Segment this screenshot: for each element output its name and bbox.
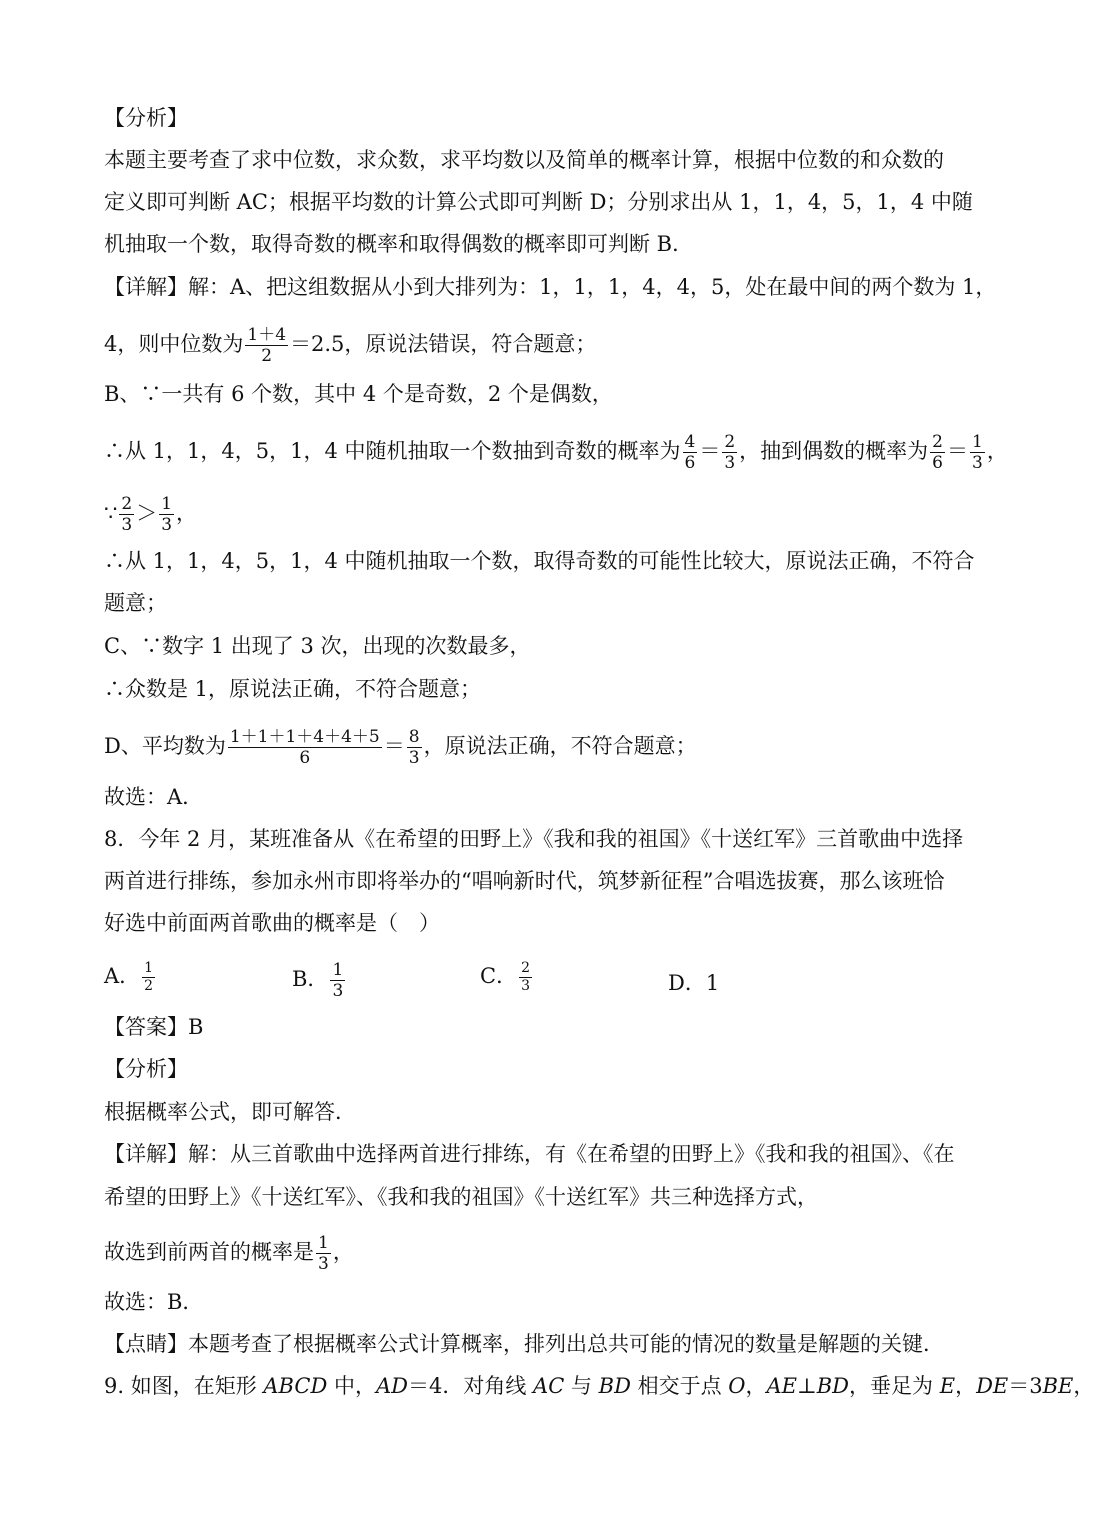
q9-text: 9. 如图，在矩形 [104,1374,264,1398]
even-simplified-denominator: 3 [972,453,983,473]
equals-sign: ＝ [699,439,721,463]
option-d: D．1 [668,971,720,995]
b-line-2-prefix: ∴从 1，1，4，5，1，4 中随机抽取一个数抽到奇数的概率为 [104,439,681,463]
analysis-heading: 【分析】 [104,106,188,130]
compare-b-denominator: 3 [161,515,173,535]
equals-sign: ＝ [947,439,968,463]
q8-detail-prefix: 故选到前两首的概率是 [104,1240,314,1264]
even-simplified-numerator: 1 [972,432,983,452]
answer-line: 【答案】B [104,1015,204,1039]
mean-result-numerator: 8 [408,727,420,747]
option-a-denominator: 2 [144,978,154,994]
q9-text: ， [1073,1374,1094,1398]
q9-var: AD [375,1374,408,1398]
q8-analysis-text: 根据概率公式，即可解答． [104,1100,356,1124]
option-b-fraction [330,960,345,1001]
option-a-fraction [142,960,155,995]
odd-numerator: 4 [684,432,696,452]
option-b-numerator: 1 [332,960,344,980]
choose-a: 故选：A． [104,785,204,809]
compare-a-denominator: 3 [121,515,133,535]
even-simplified-fraction [970,432,985,473]
q9-var: BE [1042,1374,1074,1398]
even-fraction [930,432,945,473]
compare-fraction-a [119,494,134,535]
question-8-line-1: 8．今年 2 月，某班准备从《在希望的田野上》《我和我的祖国》《十送红军》三首歌曲中选择 [104,827,964,851]
even-numerator: 2 [932,432,943,452]
mean-result-fraction [407,727,422,768]
q9-var: DE [976,1374,1009,1398]
even-denominator: 6 [932,453,943,473]
q9-var: ABCD [263,1374,328,1398]
option-d-suffix: ，原说法正确，不符合题意； [423,734,697,758]
q9-var: AC [533,1374,565,1398]
question-8-line-3: 好选中前面两首歌曲的概率是（ ） [104,911,440,935]
median-denominator: 2 [261,346,273,366]
detail-line-1: 【详解】解：A、把这组数据从小到大排列为：1，1，1，4，4，5，处在最中间的两个数为 1， [104,275,997,299]
mean-numerator: 1＋1＋1＋4＋4＋5 [229,727,380,747]
q9-text: 中， [327,1374,376,1398]
option-c-line-1: C、∵数字 1 出现了 3 次，出现的次数最多， [104,634,531,658]
q9-text: ＝4．对角线 [408,1374,534,1398]
option-b-line-1: B、∵一共有 6 个数，其中 4 个是奇数，2 个是偶数， [104,382,613,406]
odd-simplified-fraction [722,432,737,473]
option-b-line-2 [104,432,1008,473]
option-d-line [104,727,984,768]
option-b [292,960,347,1001]
analysis-line-1: 本题主要考查了求中位数，求众数，求平均数以及简单的概率计算，根据中位数的和众数的 [104,148,944,172]
q9-text: ⊥ [797,1374,817,1398]
q8-comment: 【点睛】本题考查了根据概率公式计算概率，排列出总共可能的情况的数量是解题的关键． [104,1332,944,1356]
q9-text: ， [745,1374,767,1398]
mean-result-denominator: 3 [408,748,420,768]
q9-var: BD [816,1374,850,1398]
q8-result-fraction [316,1233,331,1274]
option-c-label: C． [480,964,518,988]
greater-than-sign: ＞ [136,501,158,525]
mean-fraction [228,727,382,768]
q8-detail-line-1: 【详解】解：从三首歌曲中选择两首进行排练，有《在希望的田野上》《我和我的祖国》、《在 [104,1142,955,1166]
q9-text: 与 [564,1374,599,1398]
question-9-line-1 [104,1371,1094,1401]
q9-var: E [939,1374,956,1398]
q9-var: AE [766,1374,797,1398]
q8-detail-line-3 [104,1233,984,1274]
q9-text: 相交于点 [630,1374,729,1398]
compare-fraction-b [159,494,174,535]
odd-denominator: 6 [684,453,696,473]
b-line-2-middle: ，抽到偶数的概率为 [739,439,929,463]
question-8-line-2: 两首进行排练，参加永州市即将举办的“唱响新时代，筑梦新征程”合唱选拔赛，那么该班恰 [104,869,945,893]
q9-text: ＝3 [1008,1374,1043,1398]
option-a-numerator: 1 [144,960,154,976]
option-c-fraction [519,960,532,995]
odd-fraction [683,432,698,473]
detail-line-2 [104,325,984,366]
compare-b-numerator: 1 [161,494,173,514]
option-c-numerator: 2 [521,960,530,976]
option-c [480,960,534,995]
option-c-denominator: 3 [521,978,530,994]
q8-detail-line-2: 希望的田野上》《十送红军》、《我和我的祖国》《十送红军》共三种选择方式， [104,1185,818,1209]
b-line-2-suffix: ， [986,439,1008,463]
option-a [104,960,157,995]
option-d-prefix: D、平均数为 [104,734,226,758]
q9-text: ，垂足为 [849,1374,940,1398]
mean-denominator: 6 [299,748,311,768]
odd-simplified-numerator: 2 [724,432,736,452]
detail-line-2-prefix: 4，则中位数为 [104,332,244,356]
option-b-denominator: 3 [332,981,344,1001]
choose-b: 故选：B． [104,1290,204,1314]
option-c-line-2: ∴众数是 1，原说法正确，不符合题意； [104,677,482,701]
q8-result-denominator: 3 [318,1254,329,1274]
comparison-line [104,494,984,535]
analysis-line-3: 机抽取一个数，取得奇数的概率和取得偶数的概率即可判断 B． [104,232,694,256]
q9-var: O [728,1374,746,1398]
q8-analysis-heading: 【分析】 [104,1057,188,1081]
analysis-line-2: 定义即可判断 AC；根据平均数的计算公式即可判断 D；分别求出从 1，1，4，5，1，4 中随 [104,190,973,214]
median-numerator: 1＋4 [247,325,287,345]
option-b-label: B． [292,967,329,991]
odd-simplified-denominator: 3 [724,453,736,473]
comparison-suffix: ， [176,501,198,525]
option-b-line-3: ∴从 1，1，4，5，1，4 中随机抽取一个数，取得奇数的可能性比较大，原说法正确，不符合 [104,549,975,573]
median-fraction [245,325,288,366]
option-b-line-4: 题意； [104,591,167,615]
equals-sign: ＝ [383,734,405,758]
q8-result-numerator: 1 [318,1233,329,1253]
because-symbol: ∵ [104,501,118,525]
detail-line-2-suffix: ＝2.5，原说法错误，符合题意； [290,332,597,356]
q8-detail-suffix: ， [332,1240,354,1264]
q9-text: ， [955,1374,977,1398]
q9-var: BD [598,1374,631,1398]
option-a-label: A． [104,964,141,988]
compare-a-numerator: 2 [121,494,133,514]
